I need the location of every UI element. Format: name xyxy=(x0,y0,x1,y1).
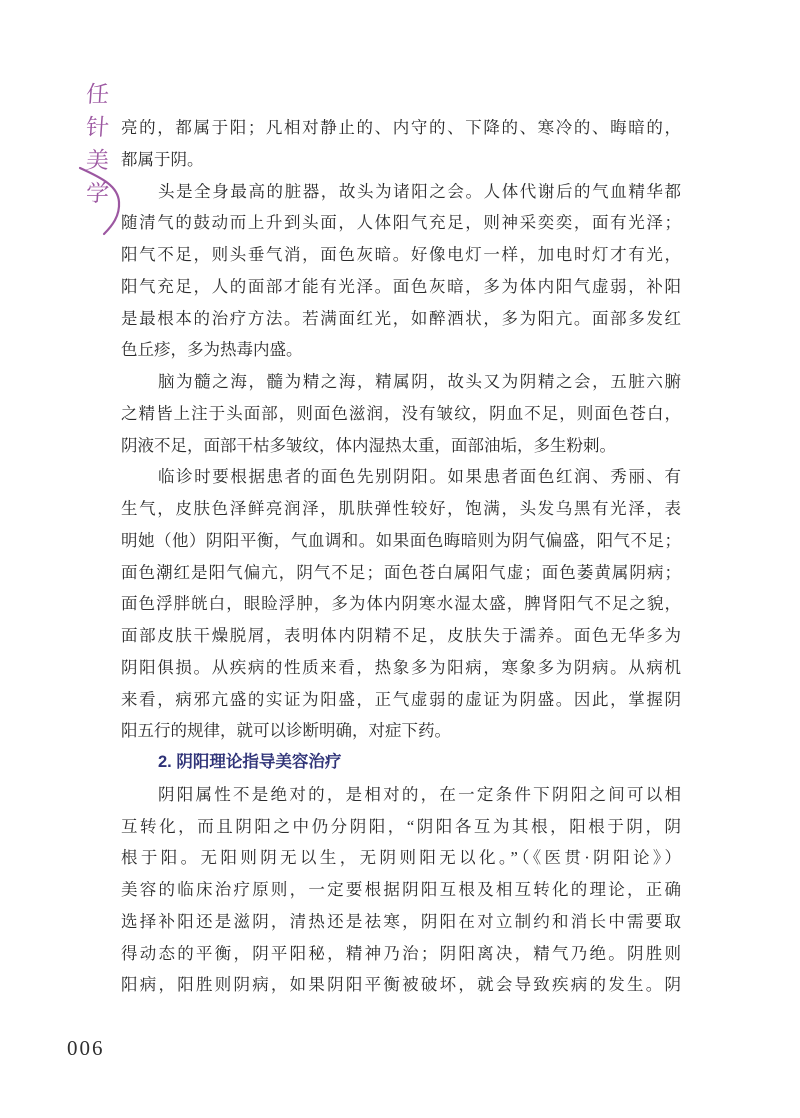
text-line: 色丘疹，多为热毒内盛。 xyxy=(121,340,303,360)
text-line: 互转化，而且阴阳之中仍分阴阳，“阴阳各互为其根，阳根于阴，阴 xyxy=(121,816,681,836)
text-line: 头是全身最高的脏器，故头为诸阳之会。人体代谢后的气血精华都 xyxy=(158,181,681,201)
page-number: 006 xyxy=(67,1036,105,1060)
text-line: 是最根本的治疗方法。若满面红光，如醉酒状，多为阳亢。面部多发红 xyxy=(121,308,681,328)
text-line: 阳气不足，则头垂气消，面色灰暗。好像电灯一样，加电时灯才有光， xyxy=(121,245,681,264)
book-spine-title xyxy=(80,78,114,210)
text-line: 来看，病邪亢盛的实证为阳盛，正气虚弱的虚证为阴盛。因此，掌握阴 xyxy=(121,689,681,709)
section-heading: 2. 阴阳理论指导美容治疗 xyxy=(158,753,342,771)
text-line: 美容的临床治疗原则，一定要根据阴阳互根及相互转化的理论，正确 xyxy=(121,880,681,899)
text-line: 得动态的平衡，阴平阳秘，精神乃治；阴阳离决，精气乃绝。阴胜则 xyxy=(121,943,681,963)
text-line: 面色潮红是阳气偏亢，阴气不足；面色苍白属阳气虚；面色萎黄属阴病； xyxy=(121,562,681,582)
text-line: 阴阳俱损。从疾病的性质来看，热象多为阳病，寒象多为阴病。从病机 xyxy=(121,657,681,677)
text-line: 脑为髓之海，髓为精之海，精属阴，故头又为阴精之会，五脏六腑 xyxy=(158,372,681,391)
text-line: 阳气充足，人的面部才能有光泽。面色灰暗，多为体内阳气虚弱，补阳 xyxy=(121,276,681,296)
text-line: 面色浮胖㿠白，眼睑浮肿，多为体内阴寒水湿太盛，脾肾阳气不足之貌， xyxy=(121,594,681,614)
text-line: 之精皆上注于头面部，则面色滋润，没有皱纹，阴血不足，则面色苍白， xyxy=(121,403,681,423)
text-line: 阴液不足，面部干枯多皱纹，体内湿热太重，面部油垢，多生粉刺。 xyxy=(121,435,616,455)
spine-title-char: 任 xyxy=(84,82,110,107)
text-column xyxy=(121,112,681,1001)
text-line: 阴阳属性不是绝对的，是相对的，在一定条件下阴阳之间可以相 xyxy=(158,784,681,804)
text-line: 选择补阳还是滋阴，清热还是祛寒，阴阳在对立制约和消长中需要取 xyxy=(121,911,681,931)
text-line: 面部皮肤干燥脱屑，表明体内阴精不足，皮肤失于濡养。面色无华多为 xyxy=(121,626,681,645)
spine-title-char: 学 xyxy=(84,181,110,206)
spine-title-char: 针 xyxy=(84,115,110,140)
text-line: 临诊时要根据患者的面色先别阴阳。如果患者面色红润、秀丽、有 xyxy=(158,467,681,487)
text-line: 阳五行的规律，就可以诊断明确，对症下药。 xyxy=(121,721,451,741)
text-line: 都属于阴。 xyxy=(121,149,204,169)
text-line: 亮的，都属于阳；凡相对静止的、内守的、下降的、寒冷的、晦暗的， xyxy=(121,118,681,137)
spine-title-char: 美 xyxy=(84,148,110,173)
text-line: 随清气的鼓动而上升到头面，人体阳气充足，则神采奕奕，面有光泽； xyxy=(121,213,681,233)
text-line: 根于阳。无阳则阴无以生，无阴则阳无以化。”（《医贯·阴阳论》） xyxy=(121,848,681,868)
text-line: 阳病，阳胜则阴病，如果阴阳平衡被破坏，就会导致疾病的发生。阴 xyxy=(121,975,681,995)
text-line: 生气，皮肤色泽鲜亮润泽，肌肤弹性较好，饱满，头发乌黑有光泽，表 xyxy=(121,499,681,518)
text-line: 明她（他）阴阳平衡，气血调和。如果面色晦暗则为阴气偏盛，阳气不足； xyxy=(121,530,681,550)
